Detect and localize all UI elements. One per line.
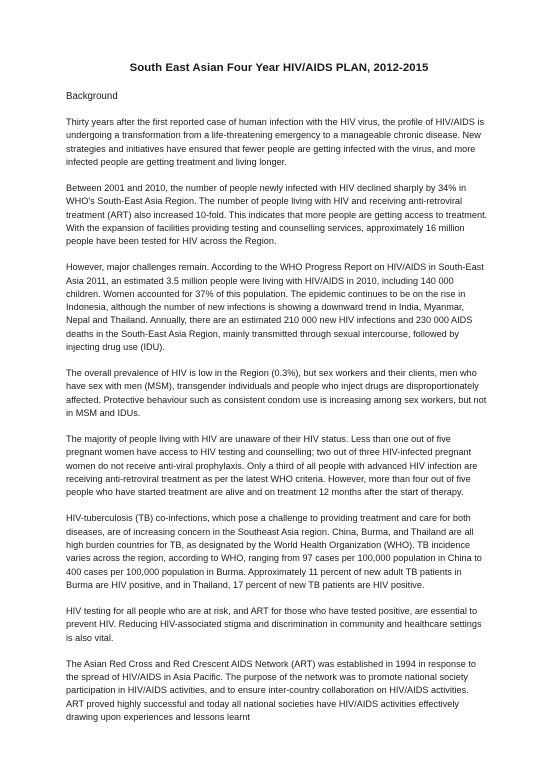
paragraph-2: Between 2001 and 2010, the number of people newly infected with HIV declined sharply by 34% in WHO's South-East Asia Region. The number of people living with HIV and receiving anti-retroviral treatment (ART) also increased 10-fold. This indicates that more people are getting access to treatment. With the expansion of facilities providing testing and counselling services, approximately 16 million people have been tested for HIV across the Region. [66,182,488,247]
paragraph-8: The Asian Red Cross and Red Crescent AIDS Network (ART) was established in 1994 in response to the spread of HIV/AIDS in Asia Pacific. The purpose of the network was to promote national society participation in HIV/AIDS activities, and to ensure inter-country collaboration on HIV/AIDS activities. ART proved highly successful and today all national societies have HIV/AIDS activities effectively drawing upon experiences and lessons learnt [66,658,476,722]
paragraph-4: The overall prevalence of HIV is low in the Region (0.3%), but sex workers and their clients, men who have sex with men (MSM), transgender individuals and people who inject drugs are disproportionately affected. Protective behaviour such as consistent condom use is increasing among sex workers, but not in MSM and IDUs. [66,368,487,419]
section-heading: Background [66,91,118,102]
paragraph-3: However, major challenges remain. According to the WHO Progress Report on HIV/AIDS in South-East Asia 2011, an estimated 3.5 million people were living with HIV/AIDS in 2010, including 140 000 children. Women accounted for 37% of this population. The epidemic continues to be on the rise in Indonesia, although the number of new infections is showing a downward trend in India, Myanmar, Nepal and Thailand. Annually, there are an estimated 210 000 new HIV infections and 230 000 AIDS deaths in the South-East Asia Region, mainly transmitted through sexual intercourse, followed by injecting drug use (IDU). [66,262,484,353]
paragraph-5: The majority of people living with HIV are unaware of their HIV status. Less than one out of five pregnant women have access to HIV testing and counselling; two out of three HIV-infected pregnant women do not receive anti-viral prophylaxis. Only a third of all people with advanced HIV infection are receiving anti-retroviral treatment as per the latest WHO criteria. However, more than four out of five people who have started treatment are alive and on treatment 12 months after the start of therapy. [66,434,478,498]
paragraph-1: Thirty years after the first reported case of human infection with the HIV virus, the profile of HIV/AIDS is undergoing a transformation from a life-threatening emergency to a manageable chronic disease. New strategies and initiatives have ensured that fewer people are getting infected with the virus, and more infected people are getting treatment and living longer. [66,117,485,167]
paragraph-6: HIV-tuberculosis (TB) co-infections, which pose a challenge to providing treatment and care for both diseases, are of increasing concern in the Southeast Asia region. China, Burma, and Thailand are all high burden countries for TB, as designated by the World Health Organization (WHO). TB incidence varies across the region, according to WHO, ranging from 97 cases per 100,000 population in China to 400 cases per 100,000 population in Burma. Approximately 11 percent of new adult TB patients in Burma are HIV positive, and in Thailand, 17 percent of new TB patients are HIV positive. [66,513,482,590]
paragraph-7: HIV testing for all people who are at risk, and ART for those who have tested positive, are essential to prevent HIV. Reducing HIV-associated stigma and discrimination in community and healthcare settings is also vital. [66,605,482,643]
document-title: South East Asian Four Year HIV/AIDS PLAN, 2012-2015 [129,62,429,74]
